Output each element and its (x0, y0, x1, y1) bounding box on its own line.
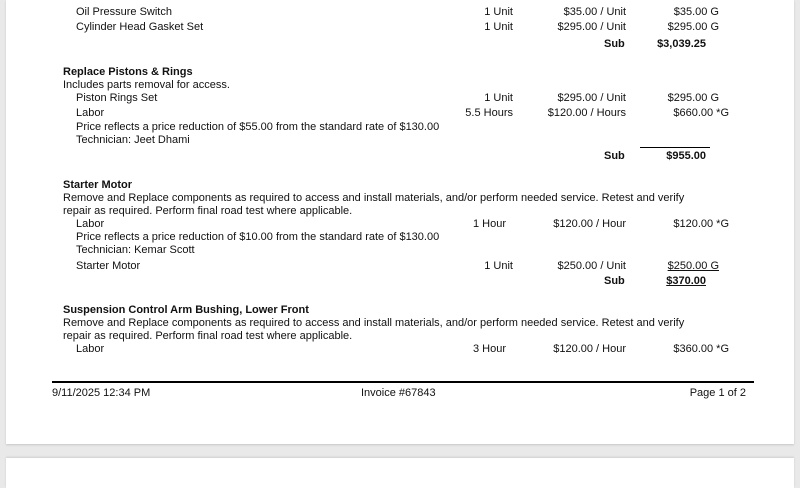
invoice-page-1 (6, 0, 794, 444)
line-item-qty: 1 Unit (484, 260, 513, 272)
section-note: Includes parts removal for access. (63, 79, 230, 91)
price-reduction-note: Price reflects a price reduction of $10.00 from the standard rate of $130.00 (76, 231, 440, 243)
line-item-rate: $250.00 / Unit (557, 260, 626, 272)
section-title: Starter Motor (63, 179, 133, 191)
line-item-amount: $250.00 G (667, 260, 719, 272)
line-item-qty: 1 Unit (484, 92, 513, 104)
technician: Technician: Kemar Scott (76, 244, 195, 256)
price-reduction-note: Price reflects a price reduction of $55.00 from the standard rate of $130.00 (76, 121, 440, 133)
subtotal-label: Sub (604, 275, 625, 287)
line-item-amount: $360.00 *G (673, 343, 729, 355)
line-item-qty: 1 Hour (472, 218, 506, 230)
line-item-desc: Labor (76, 343, 105, 355)
section-title: Suspension Control Arm Bushing, Lower Front (63, 304, 309, 316)
sum-rule (640, 147, 710, 148)
line-item-rate: $35.00 / Unit (563, 6, 626, 18)
line-item-desc: Piston Rings Set (76, 92, 158, 104)
line-item-qty: 5.5 Hours (465, 107, 513, 119)
footer-invoice-number: Invoice #67843 (361, 387, 436, 399)
line-item-amount: $295.00 G (667, 92, 719, 104)
section-description: repair as required. Perform final road test where applicable. (63, 205, 353, 217)
subtotal-value: $955.00 (666, 150, 706, 162)
line-item-qty: 1 Unit (484, 21, 513, 33)
line-item-desc: Starter Motor (76, 260, 141, 272)
line-item-amount: $295.00 G (667, 21, 719, 33)
technician: Technician: Jeet Dhami (76, 134, 190, 146)
footer-datetime: 9/11/2025 12:34 PM (52, 387, 151, 399)
line-item-rate: $295.00 / Unit (557, 92, 626, 104)
subtotal-label: Sub (604, 38, 625, 50)
section-description: repair as required. Perform final road test where applicable. (63, 330, 353, 342)
line-item-desc: Oil Pressure Switch (76, 6, 172, 18)
subtotal-value: $370.00 (666, 275, 706, 287)
line-item-rate: $120.00 / Hours (547, 107, 626, 119)
line-item-rate: $120.00 / Hour (553, 218, 626, 230)
line-item-amount: $35.00 G (673, 6, 719, 18)
line-item-rate: $295.00 / Unit (557, 21, 626, 33)
line-item-rate: $120.00 / Hour (553, 343, 626, 355)
footer-rule (52, 381, 754, 383)
line-item-qty: 3 Hour (472, 343, 506, 355)
line-item-qty: 1 Unit (484, 6, 513, 18)
invoice-page-2 (6, 458, 794, 488)
line-item-desc: Labor (76, 218, 105, 230)
line-item-amount: $660.00 *G (673, 107, 729, 119)
section-title: Replace Pistons & Rings (63, 66, 193, 78)
section-description: Remove and Replace components as required to access and install materials, and/or perform needed service. Retest and verify (63, 317, 685, 329)
subtotal-value: $3,039.25 (657, 38, 706, 50)
line-item-desc: Labor (76, 107, 105, 119)
line-item-amount: $120.00 *G (673, 218, 729, 230)
footer-page-number: Page 1 of 2 (689, 387, 746, 399)
section-description: Remove and Replace components as required to access and install materials, and/or perform needed service. Retest and verify (63, 192, 685, 204)
subtotal-label: Sub (604, 150, 625, 162)
line-item-desc: Cylinder Head Gasket Set (76, 21, 204, 33)
